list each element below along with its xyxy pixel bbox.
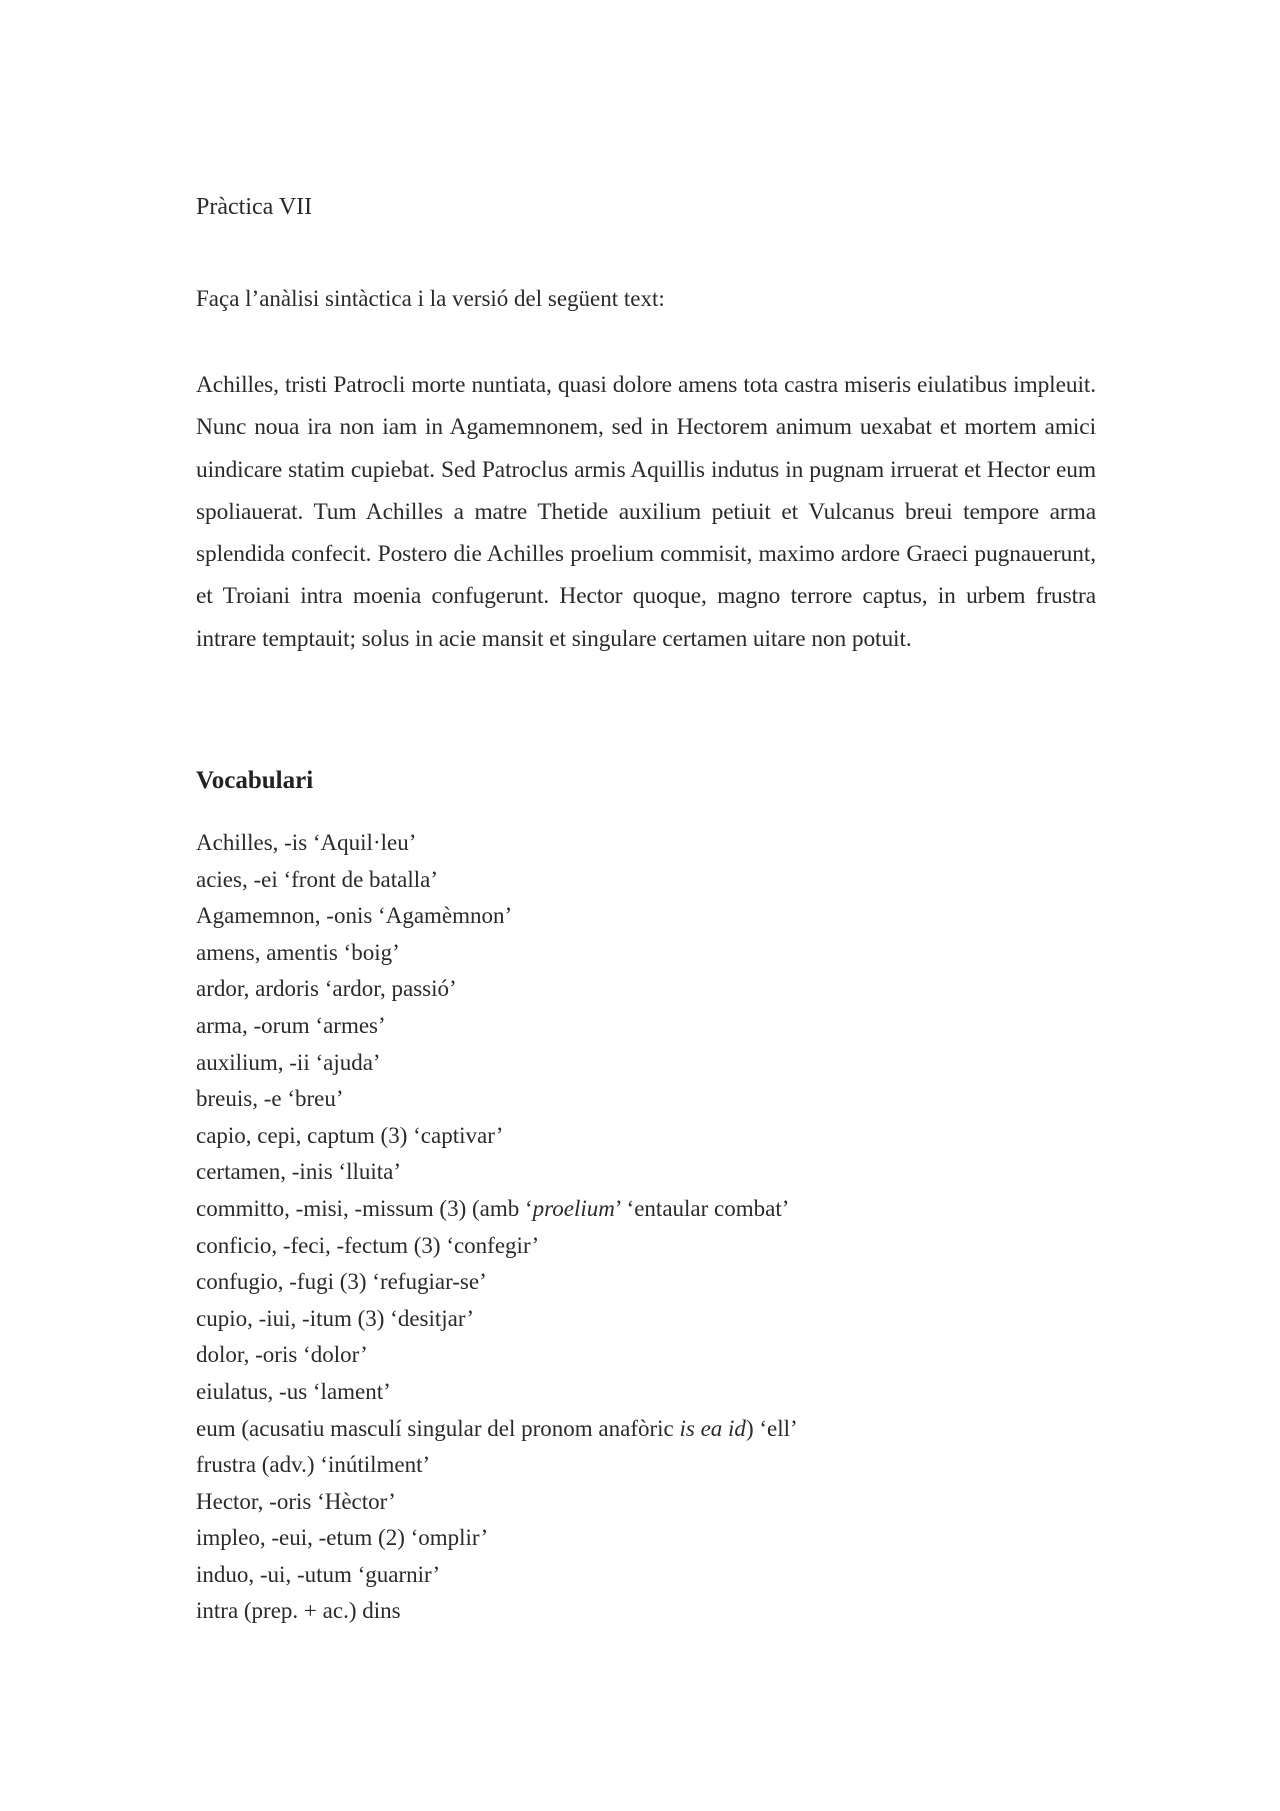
instruction-text: Faça l’anàlisi sintàctica i la versió del següent text: [196,286,665,311]
vocabulary-entry: intra (prep. + ac.) dins [196,1598,401,1624]
vocabulary-entry: dolor, -oris ‘dolor’ [196,1342,368,1368]
vocabulary-list [196,825,798,1630]
vocabulary-entry: impleo, -eui, -etum (2) ‘omplir’ [196,1525,489,1551]
vocabulary-entry: Hector, -oris ‘Hèctor’ [196,1488,396,1514]
entry-italic-text: is ea id [679,1415,746,1441]
vocabulary-heading: Vocabulari [196,767,314,794]
entry-text: eum (acusatiu masculí singular del pronom anafòric [196,1415,680,1441]
vocabulary-entry: certamen, -inis ‘lluita’ [196,1159,402,1185]
vocabulary-entry: amens, amentis ‘boig’ [196,939,400,965]
vocabulary-entry: Achilles, -is ‘Aquil·leu’ [196,830,417,855]
entry-text: committo, -misi, -missum (3) (amb ‘ [196,1195,533,1221]
vocabulary-entry [196,1191,798,1228]
vocabulary-entry: eiulatus, -us ‘lament’ [196,1378,391,1404]
vocabulary-entry: arma, -orum ‘armes’ [196,1012,386,1038]
vocabulary-entry [196,1411,798,1448]
vocabulary-entry: induo, -ui, -utum ‘guarnir’ [196,1561,441,1587]
vocabulary-entry: confugio, -fugi (3) ‘refugiar-se’ [196,1269,487,1295]
vocabulary-entry: cupio, -iui, -itum (3) ‘desitjar’ [196,1305,475,1331]
vocabulary-entry: frustra (adv.) ‘inútilment’ [196,1452,431,1478]
page-title: Pràctica VII [196,194,313,220]
latin-passage: Achilles, tristi Patrocli morte nuntiata, quasi dolore amens tota castra miseris eiulatibus impleuit. Nunc noua ira non iam in Agamemnonem, sed in Hectorem animum uexabat et mortem amici uindicare statim cupiebat. Sed Patroclus armis Aquillis indutus in pugnam irruerat et Hector eum spoliauerat. Tum Achilles a matre Thetide auxilium petiuit et Vulcanus breui tempore arma splendida confecit. Postero die Achilles proelium commisit, maximo ardore Graeci pugnauerunt, et Troiani intra moenia confugerunt. Hector quoque, magno terrore captus, in urbem frustra intrare temptauit; solus in acie mansit et singulare certamen uitare non potuit. [196,372,1096,652]
entry-text: ) ‘ell’ [745,1415,798,1441]
entry-text: ’ ‘entaular combat’ [614,1195,790,1221]
entry-italic-text: proelium [532,1195,615,1221]
vocabulary-entry: acies, -ei ‘front de batalla’ [196,866,439,892]
vocabulary-entry: conficio, -feci, -fectum (3) ‘confegir’ [196,1232,540,1258]
vocabulary-entry: auxilium, -ii ‘ajuda’ [196,1049,381,1075]
vocabulary-entry: Agamemnon, -onis ‘Agamèmnon’ [196,903,513,929]
vocabulary-entry: breuis, -e ‘breu’ [196,1086,344,1112]
vocabulary-entry: capio, cepi, captum (3) ‘captivar’ [196,1122,504,1148]
vocabulary-entry: ardor, ardoris ‘ardor, passió’ [196,976,457,1002]
